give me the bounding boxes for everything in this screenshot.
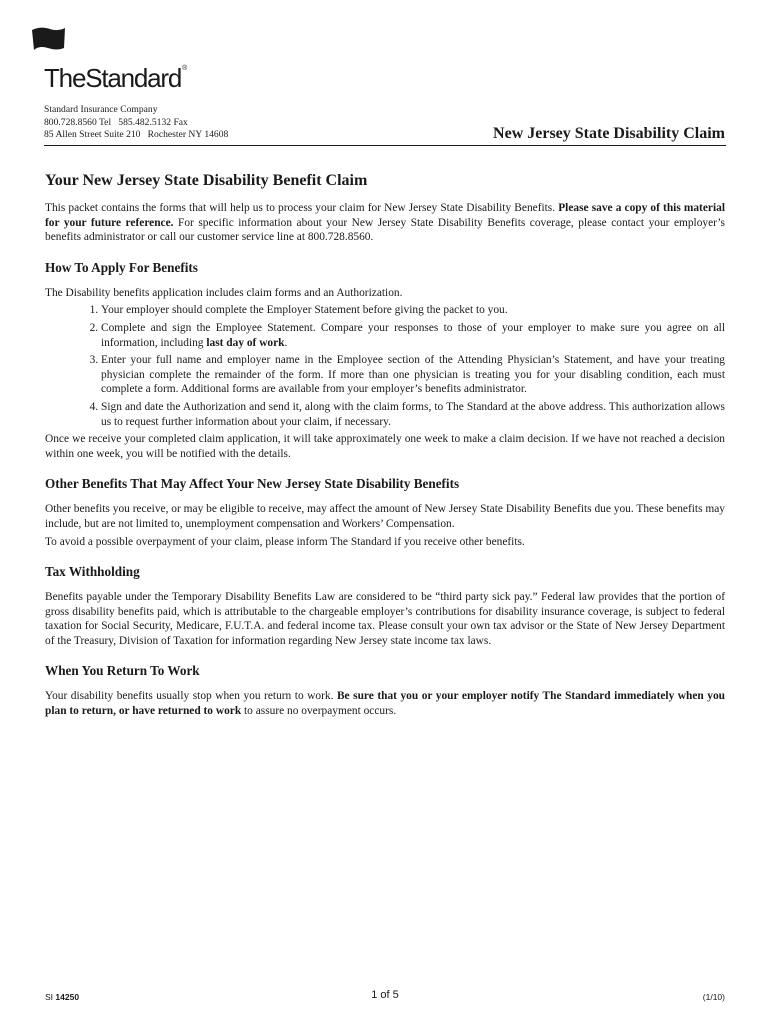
logo-standard: Standard <box>85 63 182 93</box>
list-item: 3. Enter your full name and employer name in the Employee section of the Attending Physician’s Statement, and have your treating physician complete the remainder of the form. If more than one physician is treating you for your disabling condition, each must complete a form. Additional forms are available from your employer’s benefits administrator. <box>101 353 725 397</box>
company-phone: 800.728.8560 Tel 585.482.5132 Fax <box>44 116 188 128</box>
company-name: Standard Insurance Company <box>44 104 158 115</box>
flag-logo-icon <box>30 26 66 52</box>
return-emphasis: Be sure that you or your employer notify The Standard immediately when you plan to return, or have returned to work <box>45 690 726 718</box>
other-benefits-paragraph: Other benefits you receive, or may be eligible to receive, may affect the amount of New Jersey State Disability Benefits due you. These benefits may include, but are not limited to, unemployment compensation and Workers’ Compensation. <box>45 503 725 530</box>
company-street: 85 Allen Street Suite 210 Rochester NY 14608 <box>44 129 229 141</box>
intro-emphasis: Please save a copy of this material for your future reference. <box>45 202 725 229</box>
apply-heading: How To Apply For Benefits <box>45 259 198 275</box>
return-heading: When You Return To Work <box>45 663 200 679</box>
apply-steps <box>45 303 725 429</box>
tax-heading: Tax Withholding <box>45 564 140 580</box>
last-day-emphasis: last day of work <box>206 336 285 349</box>
registered-mark: ® <box>182 65 187 72</box>
page-title: Your New Jersey State Disability Benefit Claim <box>45 172 368 189</box>
form-title: New Jersey State Disability Claim <box>493 125 725 142</box>
list-item: 4. Sign and date the Authorization and send it, along with the claim forms, to The Standard at the above address. This authorization allows us to request further information about your claim, if necessary. <box>101 400 725 429</box>
revision-date: (1/10) <box>702 992 725 1002</box>
intro-paragraph: This packet contains the forms that will help us to process your claim for New Jersey State Disability Benefits. Please save a copy of this material for your future reference. For specific information about your New Jersey State Disability Benefits coverage, please contact your employer’s benefits administrator or call our customer service line at 800.728.8560. <box>45 202 725 244</box>
other-benefits-heading: Other Benefits That May Affect Your New Jersey State Disability Benefits <box>45 476 460 492</box>
return-paragraph: Your disability benefits usually stop when you return to work. Be sure that you or your employer notify The Standard immediately when you plan to return, or have returned to work to assure no overpayment occurs. <box>45 690 726 718</box>
company-address-block <box>44 104 228 142</box>
apply-closing: Once we receive your completed claim application, it will take approximately one week to make a claim decision. If we have not reached a decision within one week, you will be notified with the details. <box>45 433 725 460</box>
header-divider <box>44 145 726 146</box>
overpayment-paragraph: To avoid a possible overpayment of your claim, please inform The Standard if you receive other benefits. <box>45 535 525 548</box>
form-number: SI 14250 <box>45 992 80 1002</box>
apply-lead: The Disability benefits application includes claim forms and an Authorization. <box>45 286 403 299</box>
tax-paragraph: Benefits payable under the Temporary Disability Benefits Law are considered to be “third party sick pay.” Federal law provides that the portion of gross disability benefits paid, which is attributable to the chargeable employer’s contributions for disability insurance coverage, is subject to federal taxation for Social Security, Medicare, F.U.T.A. and federal income tax. Please consult your own tax advisor or the State of New Jersey Department of the Treasury, Division of Taxation for information regarding New Jersey state income tax laws. <box>45 591 725 647</box>
logo-the: The <box>44 63 86 93</box>
main-content <box>45 172 725 722</box>
company-logo <box>44 63 186 94</box>
list-item: 1. Your employer should complete the Employer Statement before giving the packet to you. <box>101 303 725 318</box>
page-number: 1 of 5 <box>371 989 399 1001</box>
list-item: 2. Complete and sign the Employee Statement. Compare your responses to those of your employer to make sure you agree on all information, including last day of work. <box>101 321 725 350</box>
